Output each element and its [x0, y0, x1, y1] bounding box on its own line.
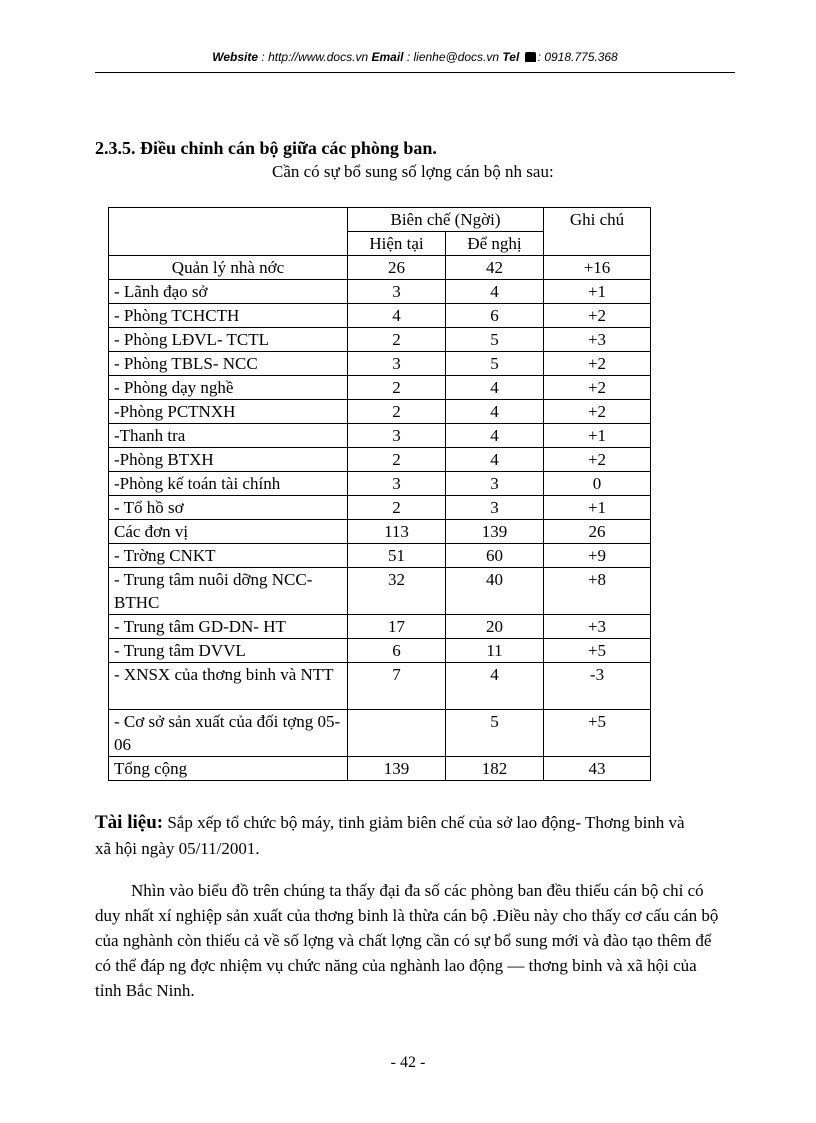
row-name-cell: Tổng cộng	[109, 757, 348, 781]
row-proposed-cell: 40	[446, 568, 544, 615]
row-proposed-cell: 4	[446, 448, 544, 472]
row-current-cell: 2	[348, 448, 446, 472]
row-proposed-cell: 5	[446, 352, 544, 376]
row-current-cell: 4	[348, 304, 446, 328]
row-note-cell: +2	[544, 304, 651, 328]
row-note-cell: +2	[544, 376, 651, 400]
table-row	[109, 256, 651, 280]
row-note-cell: +9	[544, 544, 651, 568]
table-row	[109, 400, 651, 424]
source-text: Sắp xếp tổ chức bộ máy, tinh giảm biên chế của sở lao động- Thơng binh và xã hội ngày 05/11/2001.	[95, 813, 685, 858]
row-current-cell	[348, 710, 446, 757]
row-proposed-cell: 4	[446, 376, 544, 400]
row-note-cell: 0	[544, 472, 651, 496]
table-row	[109, 280, 651, 304]
table-row	[109, 328, 651, 352]
row-note-cell: +1	[544, 496, 651, 520]
staffing-table	[108, 207, 651, 781]
table-row	[109, 424, 651, 448]
tel-label: Tel	[502, 50, 520, 64]
row-name-cell: - Tổ hồ sơ	[109, 496, 348, 520]
row-current-cell: 3	[348, 424, 446, 448]
row-current-cell: 2	[348, 328, 446, 352]
header-empty-cell	[109, 208, 348, 256]
phone-icon	[525, 52, 536, 62]
table-header-row	[109, 208, 651, 232]
row-proposed-cell: 20	[446, 615, 544, 639]
header-note-cell: Ghi chú	[544, 208, 651, 256]
row-name-cell: -Phòng BTXH	[109, 448, 348, 472]
row-name-cell: - Phòng LĐVL- TCTL	[109, 328, 348, 352]
email-value[interactable]: : lienhe@docs.vn	[406, 50, 500, 64]
header-group-cell: Biên chế (Ngời)	[348, 208, 544, 232]
row-proposed-cell: 182	[446, 757, 544, 781]
row-proposed-cell: 11	[446, 639, 544, 663]
table-row	[109, 352, 651, 376]
row-proposed-cell: 4	[446, 663, 544, 710]
row-note-cell: 43	[544, 757, 651, 781]
row-current-cell: 32	[348, 568, 446, 615]
row-name-cell: - Trung tâm DVVL	[109, 639, 348, 663]
row-current-cell: 3	[348, 472, 446, 496]
row-current-cell: 6	[348, 639, 446, 663]
row-note-cell: +16	[544, 256, 651, 280]
row-note-cell: +3	[544, 328, 651, 352]
table-row	[109, 304, 651, 328]
row-proposed-cell: 3	[446, 472, 544, 496]
body-paragraph: Nhìn vào biểu đồ trên chúng ta thấy đại đa số các phòng ban đều thiếu cán bộ chỉ có duy nhất xí nghiệp sản xuất của thơng binh là thừa cán bộ .Điều này cho thấy cơ cấu cán bộ của nghành còn thiếu cả về số lợng và chất lợng cần có sự bổ sung mới và đào tạo thêm để có thể đáp ng đợc nhiệm vụ chức năng của nghành lao động — thơng binh và xã hội của tỉnh Bắc Ninh.	[95, 881, 719, 1000]
row-current-cell: 2	[348, 400, 446, 424]
row-name-cell: Quản lý nhà nớc	[109, 256, 348, 280]
table-row	[109, 615, 651, 639]
table-row	[109, 448, 651, 472]
row-name-cell: - Phòng TCHCTH	[109, 304, 348, 328]
row-current-cell: 26	[348, 256, 446, 280]
row-note-cell: +8	[544, 568, 651, 615]
row-name-cell: Các đơn vị	[109, 520, 348, 544]
section-title: 2.3.5. Điều chỉnh cán bộ giữa các phòng ban.	[95, 138, 437, 158]
table-row	[109, 757, 651, 781]
row-name-cell: -Thanh tra	[109, 424, 348, 448]
row-proposed-cell: 4	[446, 400, 544, 424]
row-note-cell: +5	[544, 710, 651, 757]
row-note-cell: +2	[544, 400, 651, 424]
row-name-cell: - Trung tâm GD-DN- HT	[109, 615, 348, 639]
row-proposed-cell: 5	[446, 710, 544, 757]
row-note-cell: +1	[544, 424, 651, 448]
source-label: Tài liệu:	[95, 812, 164, 833]
row-proposed-cell: 5	[446, 328, 544, 352]
row-name-cell: - XNSX của thơng binh và NTT	[109, 663, 348, 710]
row-note-cell: +1	[544, 280, 651, 304]
table-row	[109, 544, 651, 568]
header-current-cell: Hiện tại	[348, 232, 446, 256]
row-note-cell: +2	[544, 448, 651, 472]
row-current-cell: 139	[348, 757, 446, 781]
row-note-cell: -3	[544, 663, 651, 710]
table-row	[109, 639, 651, 663]
table-row	[109, 663, 651, 710]
table-row	[109, 710, 651, 757]
row-name-cell: - Lãnh đạo sở	[109, 280, 348, 304]
website-label: Website	[212, 50, 259, 64]
row-proposed-cell: 4	[446, 280, 544, 304]
row-proposed-cell: 139	[446, 520, 544, 544]
tel-value: : 0918.775.368	[537, 50, 618, 64]
row-name-cell: - Phòng TBLS- NCC	[109, 352, 348, 376]
row-current-cell: 2	[348, 496, 446, 520]
row-name-cell: -Phòng PCTNXH	[109, 400, 348, 424]
row-current-cell: 113	[348, 520, 446, 544]
row-current-cell: 3	[348, 352, 446, 376]
page-header	[95, 50, 735, 64]
website-value[interactable]: : http://www.docs.vn	[261, 50, 369, 64]
row-current-cell: 51	[348, 544, 446, 568]
row-current-cell: 3	[348, 280, 446, 304]
header-divider	[95, 72, 735, 73]
row-current-cell: 17	[348, 615, 446, 639]
row-proposed-cell: 6	[446, 304, 544, 328]
header-proposed-cell: Để nghị	[446, 232, 544, 256]
table-row	[109, 472, 651, 496]
intro-text: Cần có sự bổ sung số lợng cán bộ nh sau:	[272, 162, 554, 181]
source-note	[95, 810, 695, 862]
table-row	[109, 496, 651, 520]
row-proposed-cell: 60	[446, 544, 544, 568]
row-proposed-cell: 42	[446, 256, 544, 280]
row-note-cell: 26	[544, 520, 651, 544]
row-note-cell: +3	[544, 615, 651, 639]
table-row	[109, 568, 651, 615]
row-proposed-cell: 3	[446, 496, 544, 520]
row-name-cell: - Cơ sở sản xuất của đối tợng 05-06	[109, 710, 348, 757]
row-name-cell: - Trung tâm nuôi dỡng NCC-BTHC	[109, 568, 348, 615]
row-proposed-cell: 4	[446, 424, 544, 448]
table-row	[109, 520, 651, 544]
row-current-cell: 7	[348, 663, 446, 710]
row-current-cell: 2	[348, 376, 446, 400]
row-note-cell: +2	[544, 352, 651, 376]
row-note-cell: +5	[544, 639, 651, 663]
row-name-cell: -Phòng kế toán tài chính	[109, 472, 348, 496]
table-row	[109, 376, 651, 400]
page-number: - 42 -	[390, 1054, 426, 1071]
row-name-cell: - Phòng dạy nghề	[109, 376, 348, 400]
row-name-cell: - Trờng CNKT	[109, 544, 348, 568]
email-label: Email	[371, 50, 404, 64]
